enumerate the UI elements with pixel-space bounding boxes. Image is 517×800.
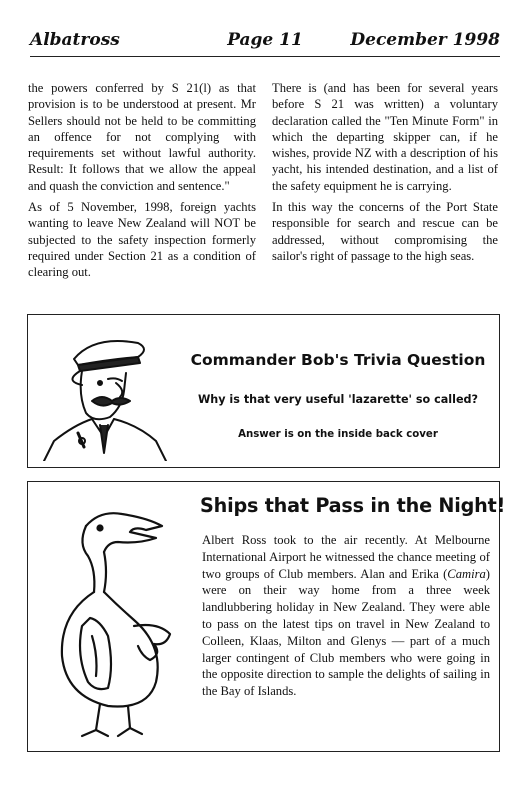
ships-body (202, 532, 490, 700)
header-page-number: Page 11 (227, 30, 303, 50)
page-header (30, 30, 500, 56)
ships-body-text-1: Albert Ross took to the air recently. At Melbourne International Airport he witnessed the chance meeting of two groups of Club members. Alan and Erika ( (202, 533, 490, 581)
left-paragraph-2: As of 5 November, 1998, foreign yachts wanting to leave New Zealand will NOT be subjected to the safety inspection formerly required under Section 21 as a condition of clearing out. (28, 200, 256, 280)
trivia-answer-note: Answer is on the inside back cover (238, 429, 438, 440)
right-paragraph-2: In this way the concerns of the Port State responsible for search and rescue can be addressed, without compromising the sailor's right of passage to the high seas. (272, 200, 498, 263)
trivia-question: Why is that very useful 'lazarette' so called? (197, 393, 479, 406)
header-issue-date: December 1998 (350, 30, 500, 50)
right-paragraph-1: There is (and has been for several years before S 21 was written) a voluntary declaration called the "Ten Minute Form" in which the departing skipper can, if he wishes, provide NZ with a description of his yacht, his intended destination, and a list of the safety equipment he is carrying. (272, 81, 498, 193)
trivia-title: Commander Bob's Trivia Question (190, 351, 486, 369)
ships-body-text-2: ) were on their way home from a three week landlubbering holiday in New Zealand. They were able to pass on the latest tips on travel in New Zealand to Colleen, Klaas, Milton and Glenys — part of a much larger contingent of Club members who were going in the opposite direction to sample the delights of sailing in the Bay of Islands. (202, 566, 490, 699)
trivia-box (27, 314, 500, 468)
boat-name: Camira (447, 566, 486, 581)
ships-title: Ships that Pass in the Night! (200, 494, 506, 517)
ships-box (27, 481, 506, 752)
header-publication-title: Albatross (30, 30, 120, 50)
right-column (272, 80, 498, 269)
commander-bob-illustration (34, 321, 184, 461)
left-column (28, 80, 256, 286)
left-paragraph-1: the powers conferred by S 21(l) as that provision is to be understood at present. Mr Sellers should not be held to be committing an offence for not complying with requirements set without lawful authority. Result: It follows that we allow the appeal and quash the conviction and sentence." (28, 81, 256, 193)
header-rule (30, 56, 500, 57)
albatross-illustration (38, 496, 188, 741)
